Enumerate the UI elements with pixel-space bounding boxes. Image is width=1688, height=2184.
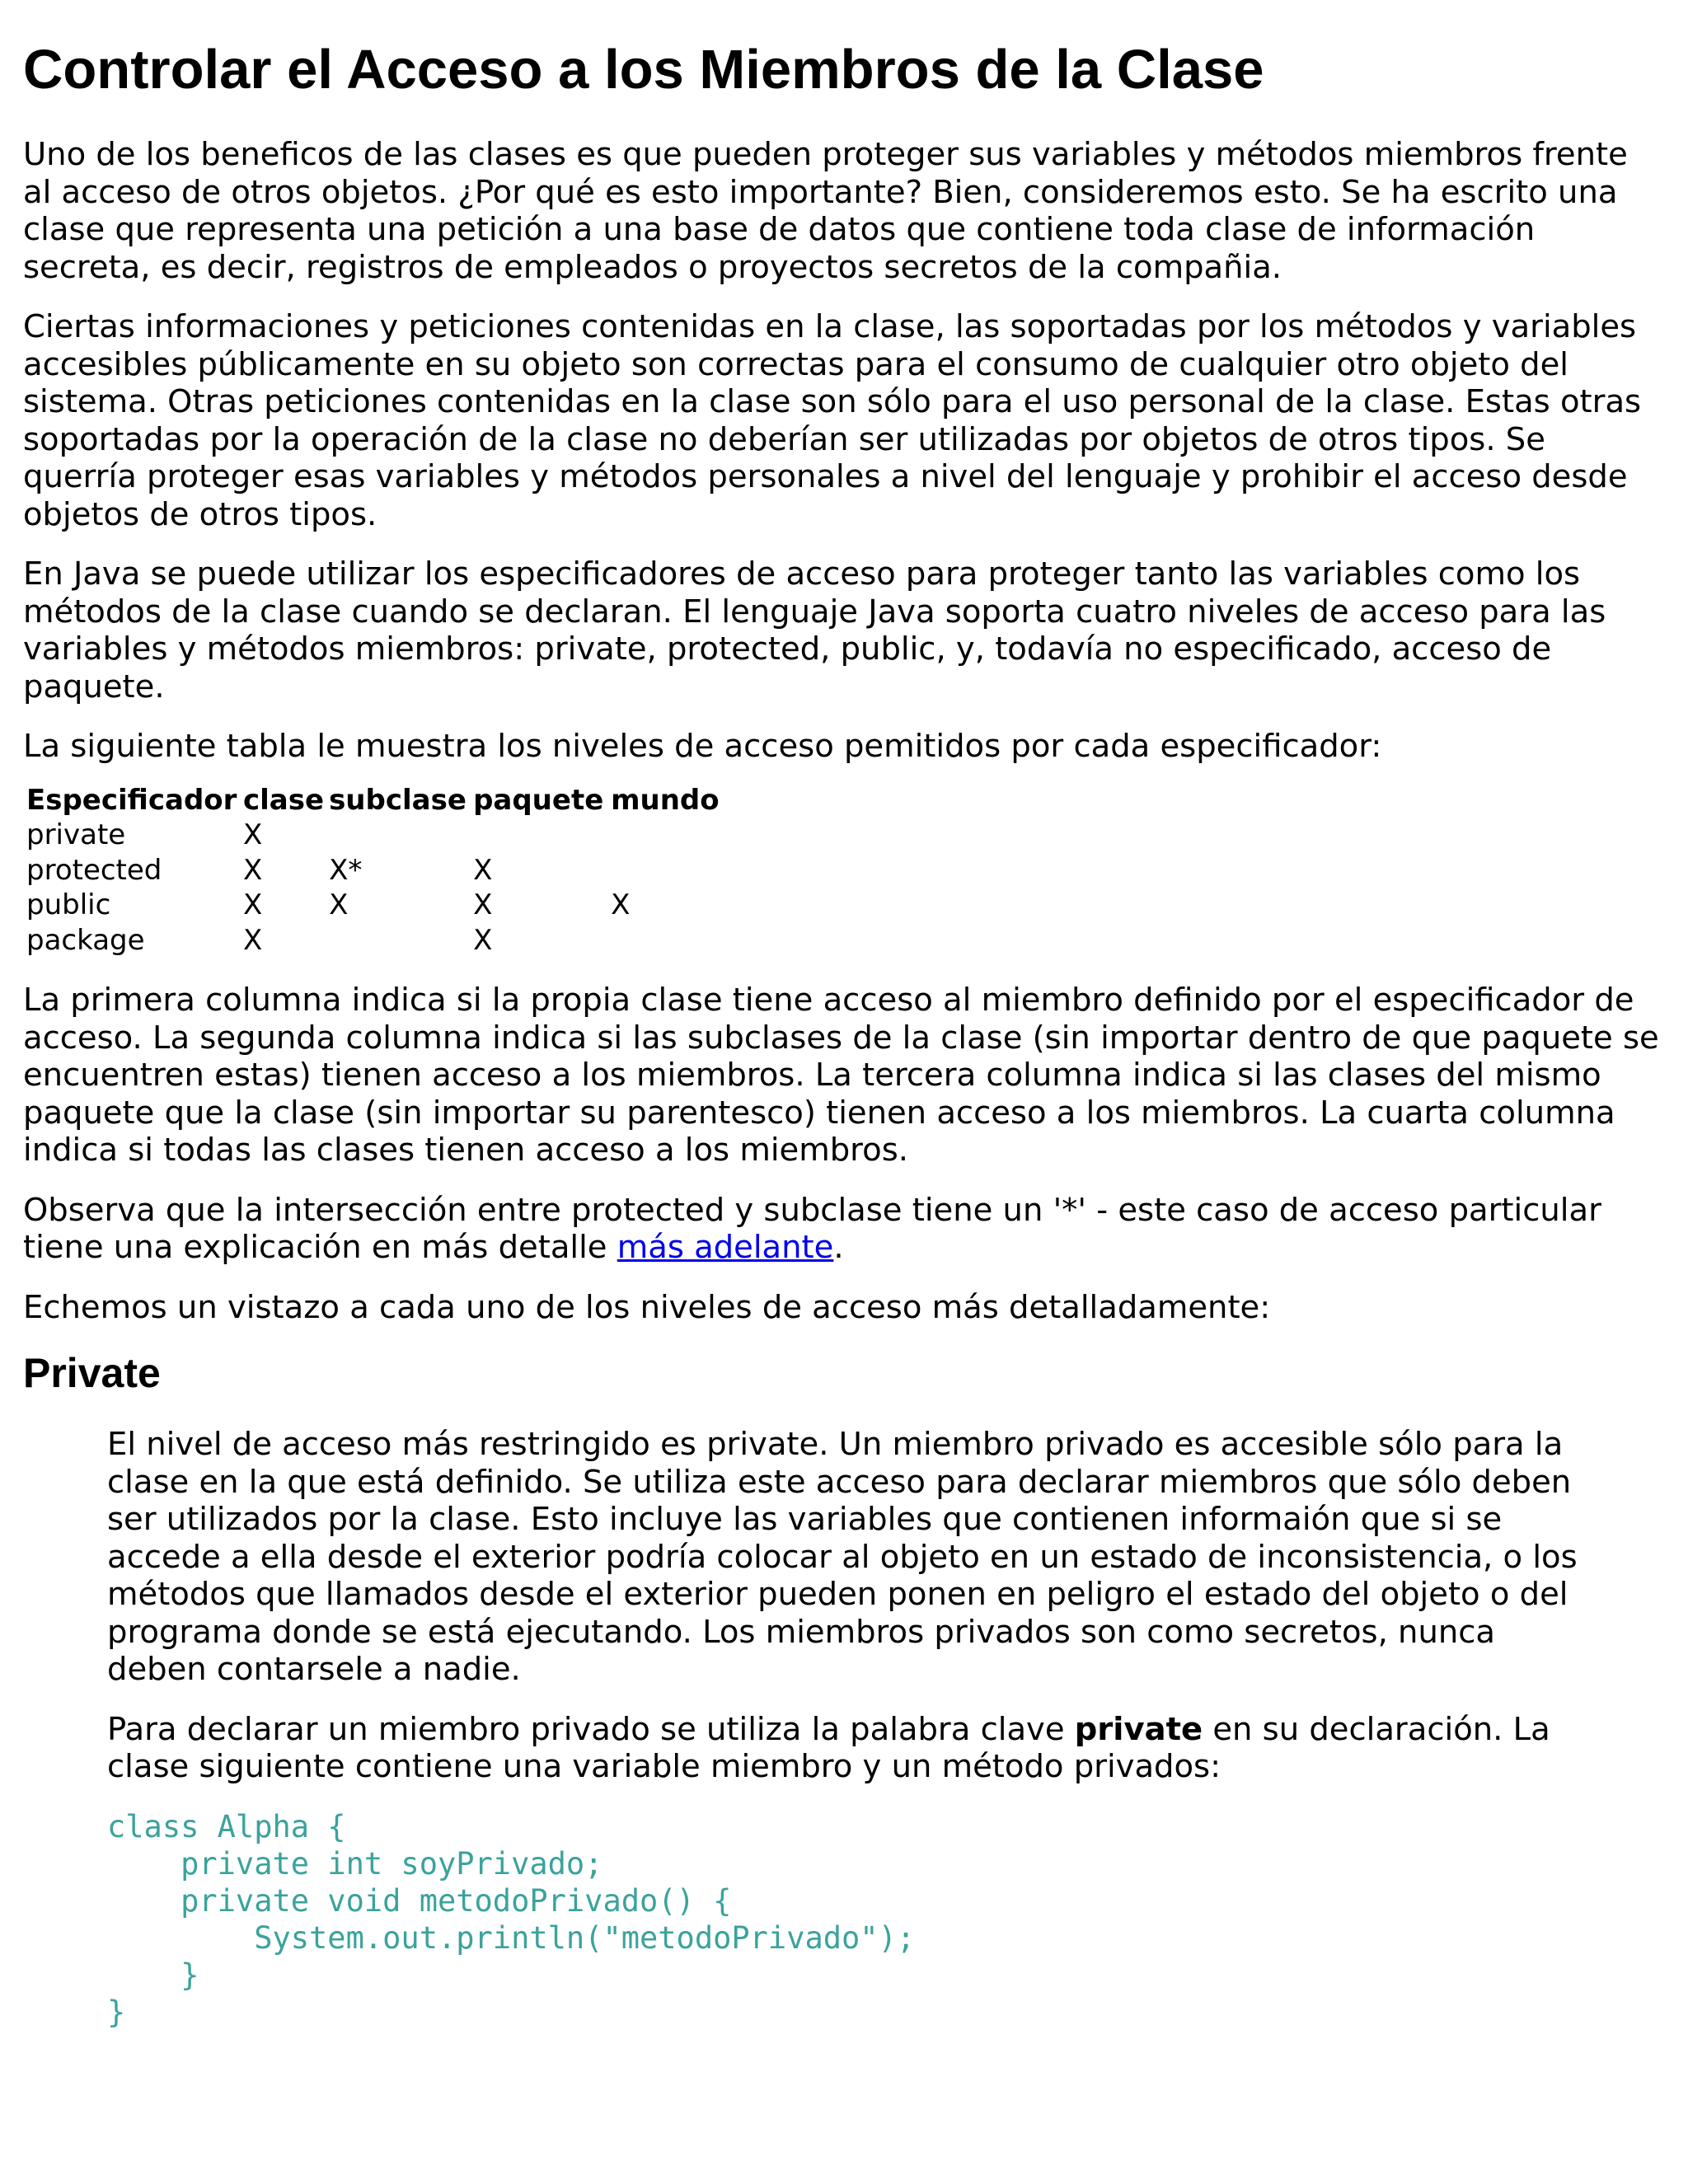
cell-subclase: X (329, 888, 349, 922)
cell-specifier: public (26, 888, 111, 922)
intro-paragraph-3: En Java se puede utilizar los especificadores de acceso para proteger tanto las variables como los métodos de la clase cuando se declaran. El lenguaje Java soporta cuatro niveles de acceso para las variables y métodos miembros: private, protected, public, y, todavía no especificado, acceso de paquete. (23, 555, 1606, 705)
header-clase: clase (243, 783, 325, 817)
cell-mundo (611, 923, 720, 958)
cell-clase: X (243, 923, 263, 957)
table-row (26, 853, 720, 888)
cell-clase: X (243, 818, 263, 852)
intro-paragraph-1: Uno de los beneficos de las clases es que pueden proteger sus variables y métodos miembros frente al acceso de otros objetos. ¿Por qué es esto importante? Bien, consideremos esto. Se ha escrito una clase que representa una petición a una base de datos que contiene toda clase de información secreta, es decir, registros de empleados o proyectos secretos de la compañia. (23, 136, 1628, 286)
private-paragraph-1: El nivel de acceso más restringido es private. Un miembro privado es accesible sólo para la clase en la que está definido. Se utiliza este acceso para declarar miembros que sólo deben ser utilizados por la clase. Esto incluye las variables que contienen informaión que si se accede a ella desde el exterior podría colocar al objeto en un estado de inconsistencia, o los métodos que llamados desde el exterior pueden ponen en peligro el estado del objeto o del programa donde se está ejecutando. Los miembros privados son como secretos, nunca deben contarsele a nadie. (107, 1426, 1578, 1689)
header-especificador: Especificador (26, 783, 237, 817)
cell-paquete: X (473, 888, 493, 922)
table-row (26, 888, 720, 923)
cell-mundo (611, 853, 720, 888)
private-paragraph-2-rest: en su declaración. La clase siguiente contiene una variable miembro y un método privados: (107, 1710, 1550, 1786)
private-heading: Private (23, 1350, 161, 1397)
code-sample-alpha: class Alpha { private int soyPrivado; private void metodoPrivado() { System.out.println("metodoPrivado"); } } (107, 1808, 916, 2030)
private-paragraph-2-text: Para declarar un miembro privado se utiliza la palabra clave (107, 1710, 1075, 1748)
mas-adelante-link[interactable]: más adelante (617, 1229, 834, 1267)
note-period: . (833, 1229, 844, 1267)
cell-subclase: X* (329, 853, 363, 887)
cell-subclase (329, 818, 468, 853)
table-row (26, 923, 720, 958)
cell-paquete (473, 818, 606, 853)
header-paquete: paquete (473, 783, 604, 817)
header-subclase: subclase (329, 783, 467, 817)
cell-mundo: X (611, 888, 631, 922)
page-title: Controlar el Acceso a los Miembros de la Clase (23, 39, 1264, 101)
cell-paquete: X (473, 853, 493, 887)
private-paragraph-2 (107, 1711, 1665, 1786)
cell-specifier: private (26, 818, 126, 852)
cell-clase: X (243, 888, 263, 922)
table-row (26, 818, 720, 853)
intro-paragraph-2: Ciertas informaciones y peticiones contenidas en la clase, las soportadas por los métodos y variables accesibles públicamente en su objeto son correctas para el consumo de cualquier otro objeto del sistema. Otras peticiones contenidas en la clase son sólo para el uso personal de la clase. Estas otras soportadas por la operación de la clase no deberían ser utilizadas por objetos de otros tipos. Se querría proteger esas variables y métodos personales a nivel del lenguaje y prohibir el acceso desde objetos de otros tipos. (23, 308, 1642, 533)
table-intro-paragraph: La siguiente tabla le muestra los niveles de acceso pemitidos por cada especificador: (23, 728, 1382, 766)
cell-paquete: X (473, 923, 493, 957)
cell-mundo (611, 818, 720, 853)
protected-note-paragraph (23, 1192, 1665, 1267)
note-text: Observa que la intersección entre protected y subclase tiene un '*' - este caso de acceso particular tiene una explicación en más detalle (23, 1191, 1601, 1267)
private-keyword: private (1074, 1710, 1203, 1748)
cell-subclase (329, 923, 468, 958)
lead-in-paragraph: Echemos un vistazo a cada uno de los niveles de acceso más detalladamente: (23, 1288, 1271, 1326)
columns-explanation-paragraph: La primera columna indica si la propia clase tiene acceso al miembro definido por el especificador de acceso. La segunda columna indica si las subclases de la clase (sin importar dentro de que paquete se encuentren estas) tienen acceso a los miembros. La tercera columna indica si las clases del mismo paquete que la clase (sin importar su parentesco) tienen acceso a los miembros. La cuarta columna indica si todas las clases tienen acceso a los miembros. (23, 982, 1659, 1169)
cell-specifier: package (26, 923, 145, 957)
cell-clase: X (243, 853, 263, 887)
cell-specifier: protected (26, 853, 162, 887)
header-mundo: mundo (611, 783, 720, 817)
table-header-row (26, 783, 720, 818)
access-levels-table (21, 783, 724, 958)
